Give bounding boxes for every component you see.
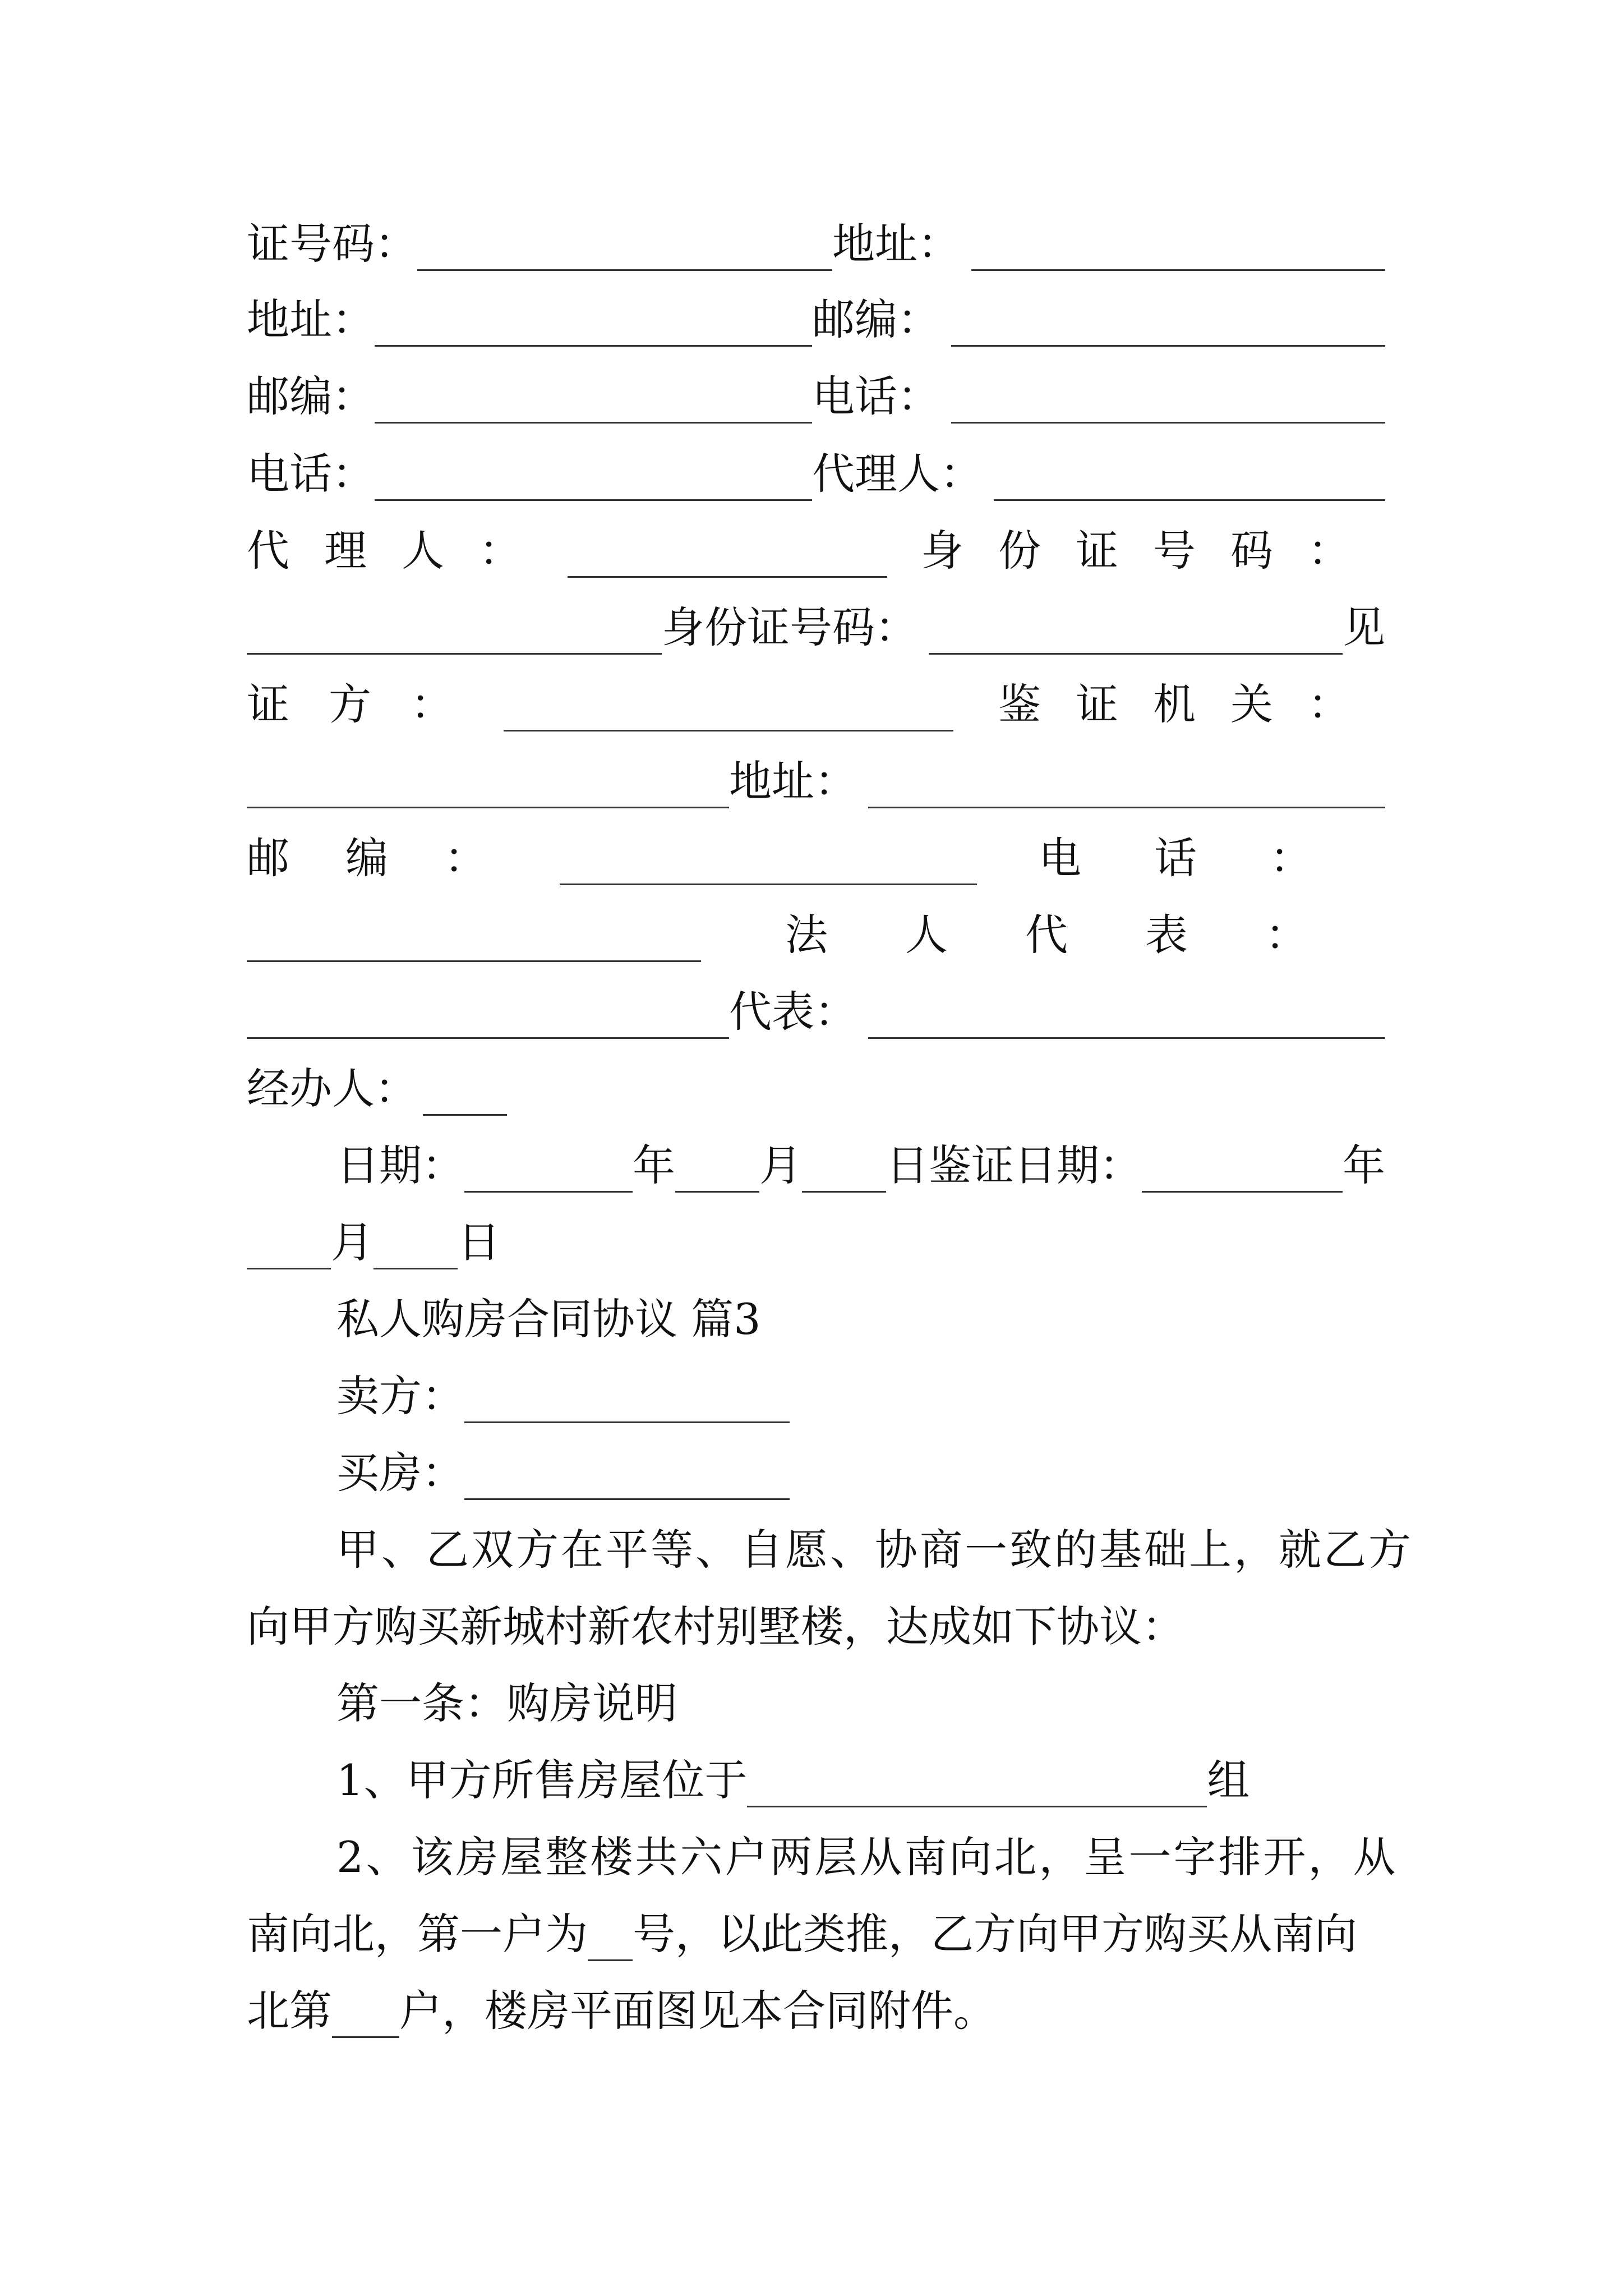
form-line-12 <box>247 1050 1385 1128</box>
blank-address <box>971 213 1385 271</box>
label-id-number: 身份证号码： <box>662 602 917 652</box>
label-day: 日 <box>458 1217 500 1267</box>
blank-id-number-2 <box>929 597 1343 655</box>
blank-year <box>464 1135 633 1193</box>
label-agent: 代理人： <box>812 449 983 499</box>
buyer-line <box>336 1434 1385 1512</box>
form-line-4 <box>247 435 1385 513</box>
item-1-text: 1、甲方所售房屋位于 <box>336 1755 748 1805</box>
article-heading <box>336 1664 1385 1743</box>
blank-day <box>802 1135 886 1193</box>
form-line-5 <box>247 512 1385 590</box>
blank-phone <box>247 904 701 962</box>
blank-authority <box>247 751 729 808</box>
label-postcode: 邮编： <box>247 371 375 421</box>
label-authority: 鉴证机关： <box>998 679 1385 729</box>
blank-month <box>675 1135 759 1193</box>
blank-house-number <box>588 1903 633 1961</box>
form-line-7 <box>247 665 1385 744</box>
form-line-2 <box>247 280 1385 359</box>
item-2-text: 号，以此类推，乙方向甲方购买从南向 <box>633 1909 1357 1959</box>
form-line-10 <box>247 896 1385 974</box>
blank-legal-rep <box>247 981 729 1039</box>
blank-location <box>747 1750 1207 1807</box>
label-year: 年 <box>1343 1140 1385 1190</box>
blank-postcode <box>951 289 1385 347</box>
label-id-number: 身份证号码： <box>921 526 1385 576</box>
item-2-line-1 <box>336 1818 1398 1897</box>
intro-line-2 <box>247 1588 1385 1666</box>
label-address: 地址： <box>247 295 375 344</box>
item-2-text: 北第 <box>247 1986 332 2036</box>
blank-verify-year <box>1142 1135 1343 1193</box>
blank-postcode <box>375 366 812 424</box>
label-address: 地址： <box>832 219 960 269</box>
seller-line <box>336 1357 1385 1435</box>
form-line-3 <box>247 357 1385 436</box>
item-2-line-3 <box>247 1972 1385 2050</box>
blank-phone <box>375 443 812 501</box>
label-representative: 代表： <box>729 987 857 1037</box>
blank-postcode <box>560 827 977 885</box>
blank-verify-day <box>374 1212 458 1269</box>
form-line-6 <box>247 588 1385 667</box>
label-witness-part2: 证方： <box>247 679 492 729</box>
label-phone: 电话： <box>247 449 375 499</box>
blank-agent <box>568 520 887 578</box>
form-line-8 <box>247 742 1385 821</box>
blank-phone <box>951 366 1385 424</box>
contract-title: 私人购房合同协议 篇3 <box>336 1294 761 1344</box>
blank-unit-number <box>332 1980 399 2038</box>
item-1-suffix: 组 <box>1207 1755 1250 1805</box>
label-postcode: 邮编： <box>247 833 543 883</box>
blank-buyer <box>464 1442 790 1500</box>
article-1-title: 第一条：购房说明 <box>336 1678 677 1728</box>
blank-verify-month <box>247 1212 331 1269</box>
label-legal-rep: 法人代表： <box>785 910 1385 960</box>
blank-witness <box>504 674 953 731</box>
item-2-text: 2、该房屋整楼共六户两层从南向北，呈一字排开，从 <box>336 1832 1398 1882</box>
form-line-13 <box>336 1126 1385 1205</box>
label-month: 月 <box>759 1140 802 1190</box>
item-1-line <box>336 1741 1385 1820</box>
label-date: 日期： <box>336 1140 464 1190</box>
label-id-number: 证号码： <box>247 219 417 269</box>
label-buyer: 买房： <box>336 1448 464 1498</box>
label-phone: 电话： <box>812 371 940 421</box>
form-line-9 <box>247 819 1385 898</box>
blank-address <box>375 289 812 347</box>
label-postcode: 邮编： <box>812 295 940 344</box>
form-line-1 <box>247 205 1385 283</box>
form-line-14 <box>247 1203 1385 1282</box>
label-seller: 卖方： <box>336 1371 464 1421</box>
intro-text: 甲、乙双方在平等、自愿、协商一致的基础上，就乙方 <box>336 1525 1413 1575</box>
blank-representative <box>868 981 1385 1039</box>
label-year: 年 <box>633 1140 675 1190</box>
blank-id-number <box>417 213 832 271</box>
item-2-text: 南向北，第一户为 <box>247 1909 588 1959</box>
intro-line-1 <box>336 1511 1413 1589</box>
label-phone: 电话： <box>1039 833 1385 883</box>
label-address: 地址： <box>729 756 857 806</box>
label-month: 月 <box>331 1217 374 1267</box>
label-handler: 经办人： <box>247 1064 417 1114</box>
blank-address <box>868 751 1385 808</box>
item-2-line-2 <box>247 1895 1385 1973</box>
label-day-and-verify-date: 日鉴证日期： <box>886 1140 1142 1190</box>
section-title <box>336 1280 1385 1359</box>
blank-seller <box>464 1365 790 1423</box>
blank-agent <box>994 443 1385 501</box>
form-line-11 <box>247 973 1385 1051</box>
blank-id-number <box>247 597 662 655</box>
label-agent: 代理人： <box>247 526 556 576</box>
intro-text: 向甲方购买新城村新农村别墅楼，达成如下协议： <box>247 1602 1184 1651</box>
item-2-text: 户，楼房平面图见本合同附件。 <box>399 1986 996 2036</box>
label-witness-part1: 见 <box>1343 602 1385 652</box>
blank-handler <box>423 1058 507 1116</box>
